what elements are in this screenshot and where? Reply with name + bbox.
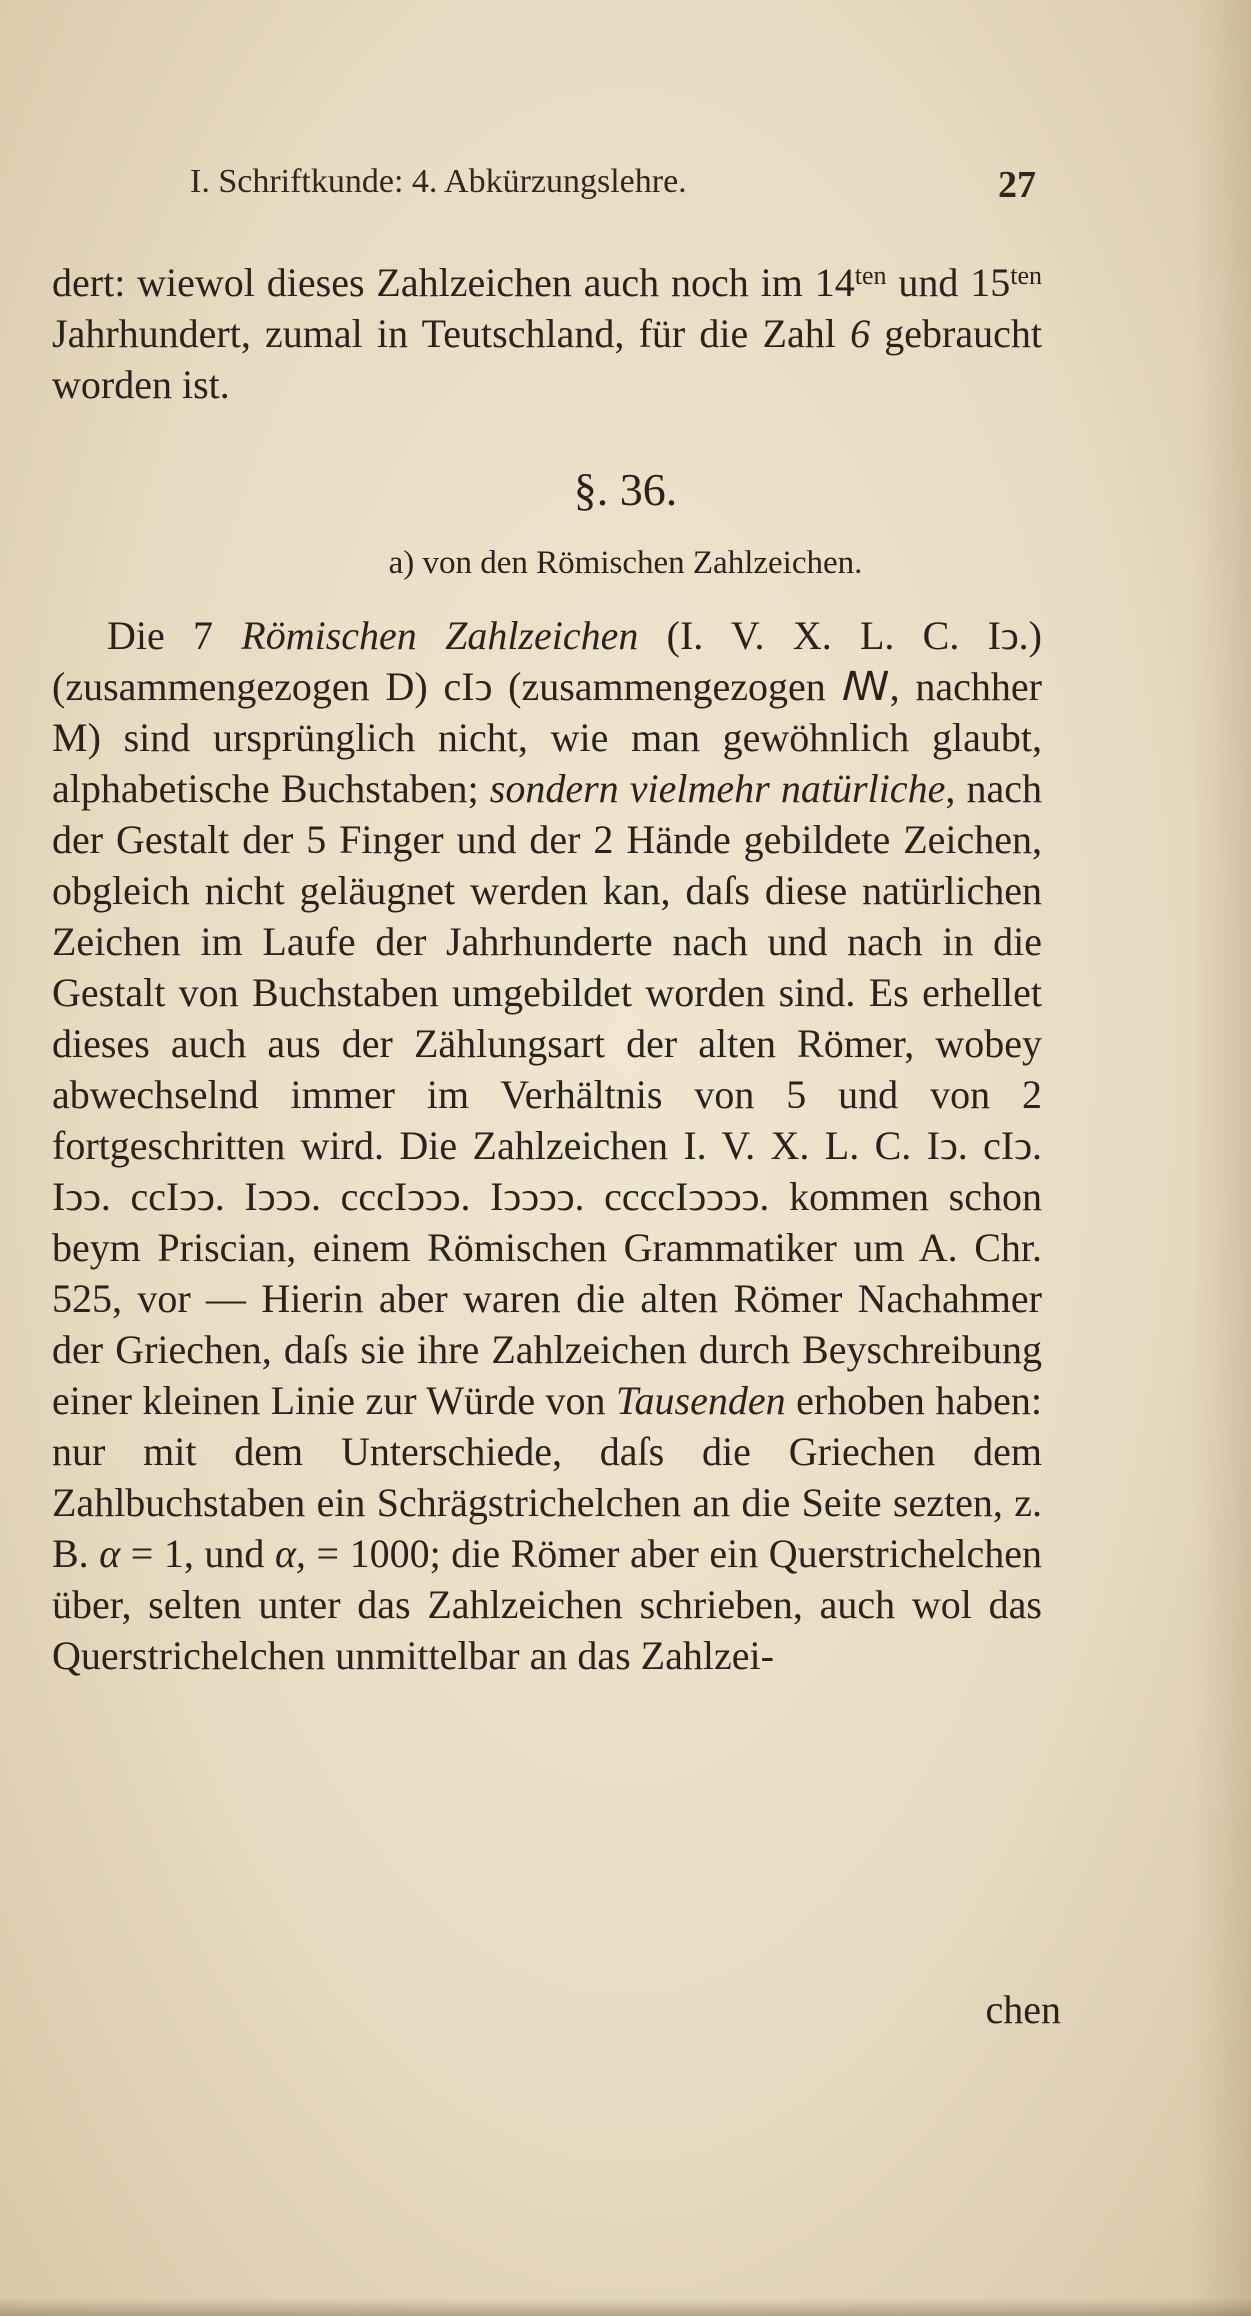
body-text-2: , nachher M) sind ursprünglich nicht, wie man gewöhnlich glaubt, alphabetische Buchstaben;: [52, 664, 1042, 811]
continuation-text-2: und 15: [886, 260, 1011, 305]
body-text-3: , nach der Gestalt der 5 Finger und der 2 Hände gebildete Zeichen, obgleich nicht geläugnet werden kan, daſs diese natürlichen Zeichen im Laufe der Jahrhunderte nach und nach in die Gestalt von Buchstaben umgebildet worden sind. Es erhellet dieses auch aus der Zählungsart der alten Römer, wobey abwechselnd immer im Verhältnis von 5 und von 2 fortgeschritten wird. Die Zahlzeichen I. V. X. L. C. Iↄ. cIↄ. Iↄↄ. ccIↄↄ. Iↄↄↄ. cccIↄↄↄ. Iↄↄↄↄ. ccccIↄↄↄↄ. kommen schon beym Priscian, einem Römischen Grammatiker um A. Chr. 525, vor — Hierin aber waren die alten Römer Nachahmer der Griechen, daſs sie ihre Zahlzeichen durch Beyschreibung einer kleinen Linie zur Würde von: [52, 766, 1042, 1423]
italic-term: Römischen Zahlzeichen: [241, 613, 639, 658]
italic-six: 6: [850, 311, 871, 356]
continuation-text-1: dert: wiewol dieses Zahlzeichen auch noch im 14: [52, 260, 855, 305]
section-number: §. 36.: [573, 464, 678, 515]
body-text-4: erhoben haben: nur mit dem Unterschiede, daſs die Griechen dem Zahlbuchstaben ein Schrägstrichelchen an die Seite sezten, z. B.: [52, 1378, 1042, 1576]
body-paragraph: [52, 610, 1042, 1681]
alpha-1: α: [99, 1531, 121, 1576]
page-edge-shadow: [1191, 0, 1251, 2316]
continuation-paragraph: [52, 250, 1042, 410]
continuation-text-4: gebraucht worden ist.: [52, 311, 1042, 407]
italic-phrase: sondern vielmehr natürliche: [489, 766, 946, 811]
body-text-6: = 1000; die Römer aber ein Querstrichelchen über, selten unter das Zahlzeichen schrieben, auch wol das Querstrichelchen unmittelbar an das Zahlzei-: [52, 1531, 1042, 1678]
body-text-1: (I. V. X. L. C. Iↄ.) (zusammengezogen D) cIↄ (zusammengezogen: [52, 613, 1043, 709]
continuation-text-3: Jahrhundert, zumal in Teutschland, für die Zahl: [52, 311, 851, 356]
alpha-2: α,: [274, 1531, 306, 1576]
catchword: chen: [985, 1987, 1061, 2032]
body-text-5: = 1, und: [120, 1531, 275, 1576]
superscript-ten-1: ten: [854, 261, 887, 290]
running-head: I. Schriftkunde: 4. Abkürzungslehre.: [190, 163, 687, 200]
page-bottom-shadow: [0, 2298, 1251, 2316]
italic-tausenden: Tausenden: [615, 1378, 786, 1423]
body-lead: Die 7: [107, 613, 242, 658]
m-glyph: ꟿ: [841, 664, 890, 709]
superscript-ten-2: ten: [1010, 261, 1042, 290]
section-subtitle: a) von den Römischen Zahlzeichen.: [388, 545, 863, 581]
page-number: 27: [998, 164, 1036, 206]
page-header: [190, 163, 1036, 205]
